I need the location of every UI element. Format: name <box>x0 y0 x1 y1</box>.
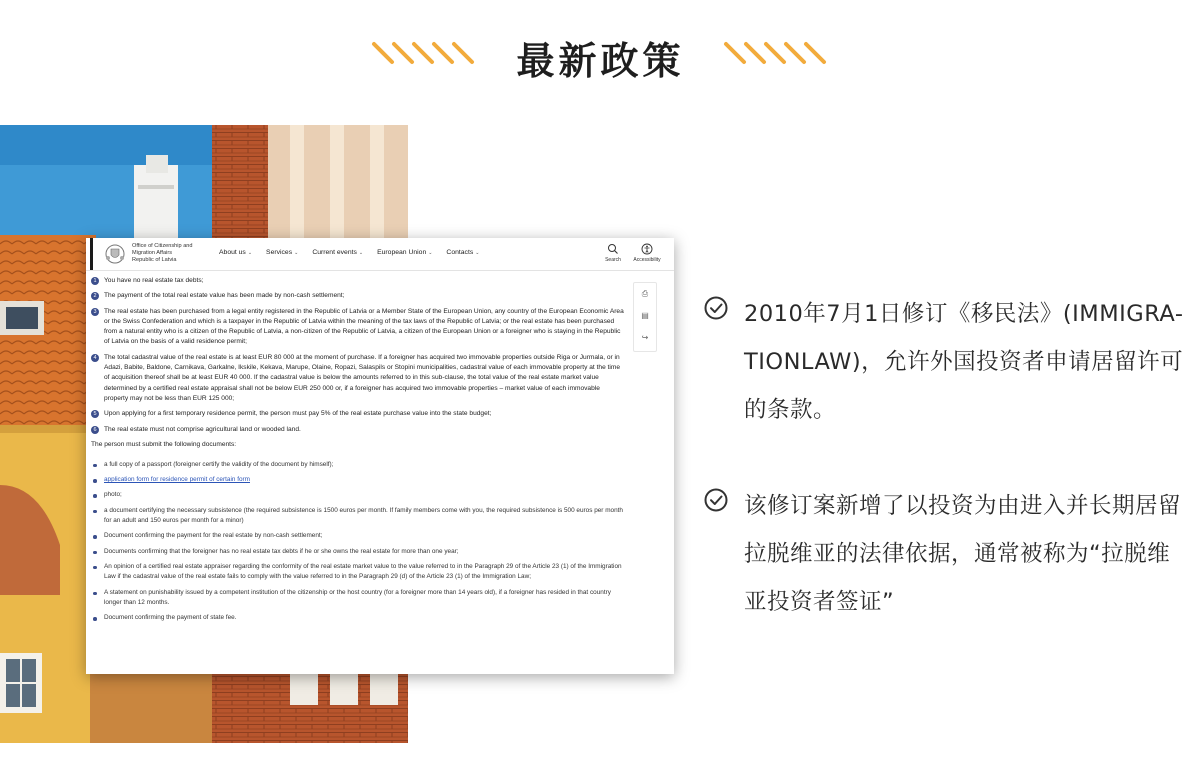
check-circle-icon <box>703 487 729 513</box>
search-icon <box>607 243 619 255</box>
application-form-link[interactable]: application form for residence permit of certain form <box>104 476 250 484</box>
nav-menu <box>219 249 493 256</box>
page-title: 最新政策 <box>516 39 685 83</box>
list-item <box>91 588 624 609</box>
share-toolbar <box>633 282 657 352</box>
accessibility-icon <box>641 243 653 255</box>
list-item <box>91 460 624 470</box>
nav-item-label: Current events <box>312 249 357 256</box>
check-circle-icon <box>703 295 729 321</box>
list-item-text: Upon applying for a first temporary residence permit, the person must pay 5% of the real estate purchase value into the state budget; <box>104 410 492 418</box>
chevron-down-icon: ⌄ <box>294 250 299 256</box>
list-item <box>91 490 624 500</box>
step-number-badge: 4 <box>91 354 99 362</box>
list-item-text: a document certifying the necessary subsistence (the required subsistence is 1500 euros per month. If family members come with you, the required subsistence is 500 euros per month for an adult and 150 euros per month for a minor) <box>104 506 623 525</box>
step-number-badge: 5 <box>91 410 99 418</box>
nav-item-about-us[interactable] <box>219 249 252 256</box>
nav-item-label: About us <box>219 249 246 256</box>
nav-item-label: Contacts <box>446 249 474 256</box>
nav-item-services[interactable] <box>266 249 298 256</box>
step-number-badge: 6 <box>91 426 99 434</box>
list-item <box>91 353 624 404</box>
nav-item-european-union[interactable] <box>377 249 432 256</box>
coat-of-arms-icon[interactable] <box>104 242 126 266</box>
nav-item-contacts[interactable] <box>446 249 479 256</box>
list-item-text: An opinion of a certified real estate appraiser regarding the conformity of the real estate market value to the value referred to in the Paragraph 29 of the Article 23 (1) of the Immigration Law if the cadastral value of the real estate fails to comply with the value referred to in the Paragraph 29 (d) of the Article 23 (1) of the Immigration Law; <box>104 562 622 581</box>
stripe-decoration-right <box>722 40 832 68</box>
list-item <box>91 276 624 286</box>
search-label: Search <box>605 257 621 263</box>
policy-point-2 <box>703 482 1193 626</box>
list-item <box>91 562 624 583</box>
accessibility-label: Accessibility <box>633 257 661 263</box>
accessibility-button[interactable] <box>632 243 662 263</box>
step-number-badge: 2 <box>91 292 99 300</box>
chevron-down-icon: ⌄ <box>247 250 253 256</box>
pdf-icon[interactable]: ▤ <box>641 311 649 320</box>
list-item-text: Document confirming the payment of state fee. <box>104 614 237 622</box>
policy-point-1 <box>703 290 1193 434</box>
list-item-text: The real estate has been purchased from a legal entity registered in the Republic of Latvia or a Member State of the European Union, any country of the European Economic Area or the Swiss Confederation and which is a taxpayer in the Republic of Latvia within the meaning of the tax laws of the Republic of Latvia; or the real estate has been purchased from a natural entity who is a citizen of the Republic of Latvia, a non-citizen of the Republic of Latvia, a citizen of the European Union or a foreigner who is staying in the Republic of Latvia on the basis of a valid residence permit; <box>104 307 624 346</box>
documents-heading: The person must submit the following documents: <box>91 440 237 448</box>
list-item <box>91 613 624 623</box>
step-number-badge: 3 <box>91 308 99 316</box>
list-item-text: You have no real estate tax debts; <box>104 277 204 284</box>
list-item-text: Document confirming the payment for the real estate by non-cash settlement; <box>104 532 323 540</box>
nav-item-label: Services <box>266 249 293 256</box>
print-icon[interactable]: ⎙ <box>641 289 649 298</box>
list-item <box>91 547 624 557</box>
chevron-down-icon: ⌄ <box>428 250 433 256</box>
list-item-text: The payment of the total real estate value has been made by non-cash settlement; <box>104 292 345 300</box>
list-item-text: A statement on punishability issued by a competent institution of the citizenship or the host country (for a foreigner more than 14 years old), if a foreigner has resided in that country longer than 12 months. <box>104 588 611 606</box>
list-item <box>91 291 624 301</box>
list-item <box>91 475 624 485</box>
website-screenshot <box>86 238 674 674</box>
share-icon[interactable]: ↪ <box>641 333 649 342</box>
site-navbar <box>86 238 674 271</box>
chevron-down-icon: ⌄ <box>475 250 480 256</box>
org-name[interactable]: Office of Citizenship and Migration Affairs Republic of Latvia <box>132 243 193 263</box>
list-item <box>91 425 624 435</box>
policy-point-text: 2010年7月1日修订《移民法》(IMMIGRA-TIONLAW)，允许外国投资者申请居留许可的条款。 <box>744 301 1184 423</box>
list-item-text: The total cadastral value of the real estate is at least EUR 80 000 at the moment of purchase. If a foreigner has acquired two immovable properties outside Riga or Jurmala, or in Adazi, Babite, Baldone, Carnikava, Garkalne, Ikskile, Kekava, Marupe, Olaine, Ropazi, Salaspils or Stopini municipalities, cadastral value of each immovable property at the time of acquisition thereof shall be at least EUR 40 000. If the cadastral value is below the amounts referred to in this sub-clause, the total value of the real estate market value determined by a certified real estate appraisal shall not be below EUR 250 000 or, if a foreigner has acquired two immovable properties – market value of each immovable property may not be less than EUR 125 000; <box>104 353 621 402</box>
page-content <box>91 276 624 628</box>
step-number-badge: 1 <box>91 277 99 285</box>
nav-item-label: European Union <box>377 249 427 256</box>
list-item-text: a full copy of a passport (foreigner certify the validity of the document by himself); <box>104 460 334 468</box>
list-item-text: Documents confirming that the foreigner has no real estate tax debts if he or she owns the real estate for more than one year; <box>104 547 459 555</box>
list-item <box>91 409 624 419</box>
list-item <box>91 531 624 541</box>
list-item <box>91 307 624 348</box>
chevron-down-icon: ⌄ <box>358 250 364 256</box>
nav-edge <box>90 238 93 270</box>
list-item-text: The real estate must not comprise agricultural land or wooded land. <box>104 425 301 433</box>
nav-item-current-events[interactable] <box>312 249 363 256</box>
section-header <box>0 26 1201 86</box>
policy-point-text: 该修订案新增了以投资为由进入并长期居留拉脱维亚的法律依据，通常被称为“拉脱维亚投资者签证” <box>744 493 1182 615</box>
search-button[interactable] <box>598 243 628 263</box>
list-item <box>91 506 624 527</box>
list-item-text: photo; <box>104 491 122 499</box>
